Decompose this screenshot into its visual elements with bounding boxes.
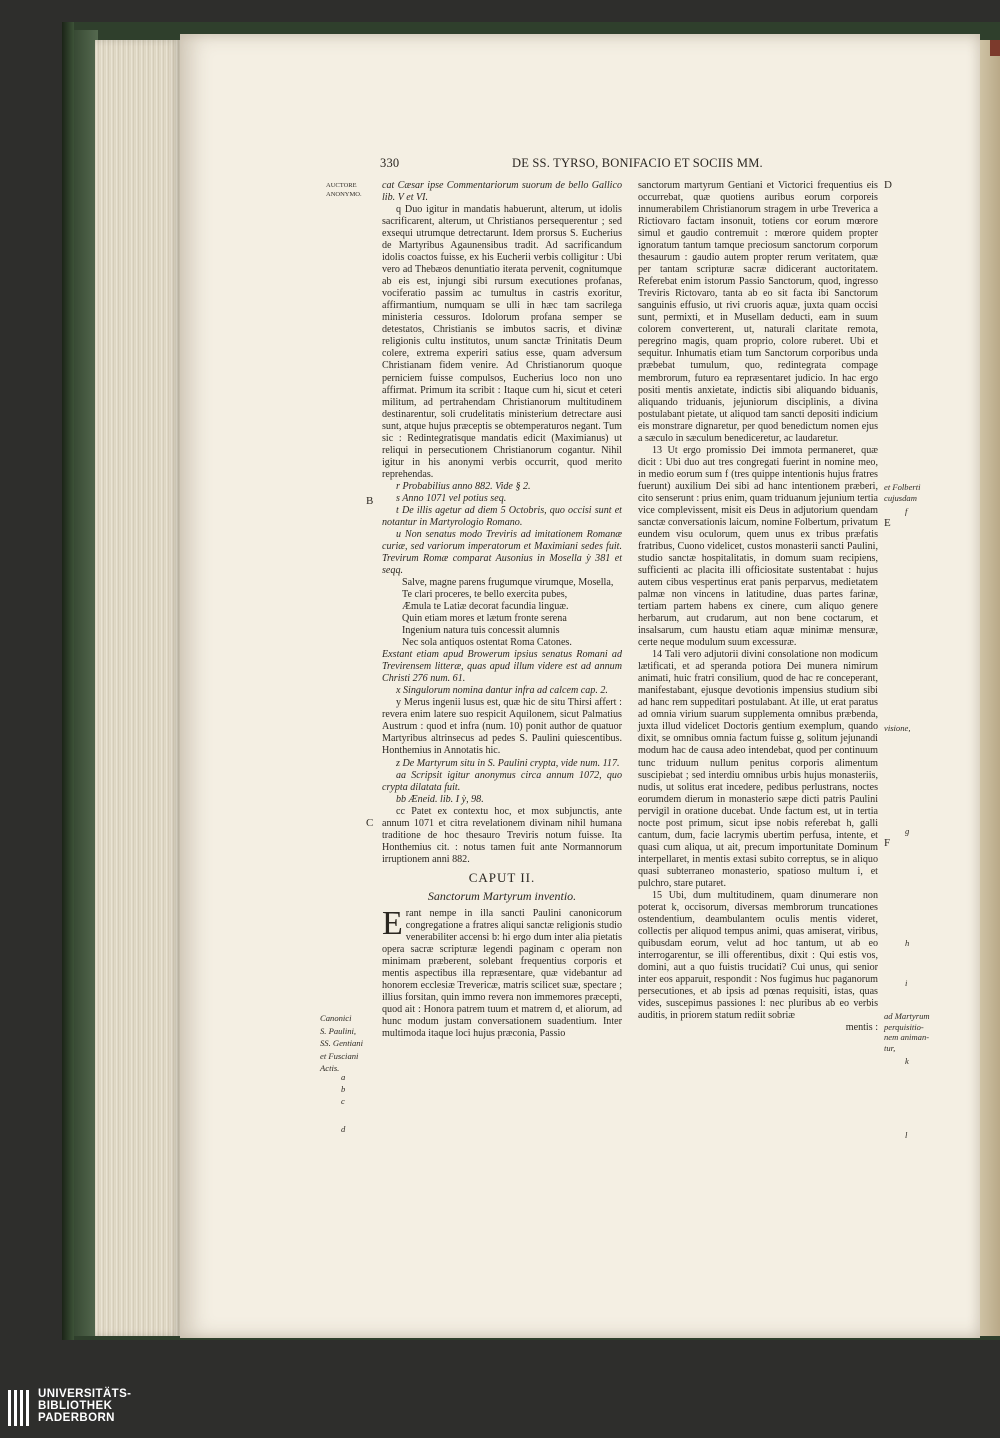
verse-line: Ingenium natura tuis concessit alumnis — [402, 625, 560, 637]
paragraph-14: 14 Tali vero adjutorii divini consolatione non modicum lætificati, et ad speranda potiora Dei munera nimirum animati, huic fratri consilium, quod de hac re conceperant, manifestabant, ejusque devotionis impensius studium sibi ad hanc rem suppeditari postulabant. At ille, ut erat paratus ad omnia virium suarum supplementa omnibus præbenda, juxta illud videlicet Doctoris gentium exemplum, quando dixit, se omnibus omnia factum fuisse g, solitum jejunandi modum hac de causa adeo intendebat, quod per continuum tunc triduum nullum penitus corporis alimentum suscipiebat ; sed interdiu omnibus urbis hujus monasteriis, nudis, ut solitus erat incedere, pedibus perlustrans, noctes eorumdem dierum in monasterio sæpe dicti patris Paulini pervigil in oratione ducebat. Unde factum est, ut in tertia nocte post primum, sicut ipse nobis referebat h, galli cantum, dum, facie lacrymis ubertim perfusa, intente, et quasi cum aliqua, ut ait, precum importunitate Dominum interpellaret, in mentis extasi subito correptus, se in aliquo quasi subterraneo monasterio, spatioso multum i, et pulchro, stare putaret. — [638, 649, 878, 889]
verse-line: Quin etiam mores et lætum fronte serena — [402, 613, 567, 625]
page-number: 330 — [380, 156, 400, 170]
drop-cap: E — [382, 904, 403, 942]
margin-folberti: et Folberti cujusdam — [884, 482, 921, 503]
note-t: t De illis agetur ad diem 5 Octobris, quo occisi sunt et notantur in Martyrologio Romano. — [382, 504, 622, 528]
left-column — [382, 180, 622, 1040]
note-cc: cc Patet ex contextu hoc, et mox subjunctis, ante annum 1071 et citra revelationem divinam nihil humana traditione de hoc thesauro Treviris notum fuisse. Ita Honthemius cit. : notus tamen fuit ante Normannorum irruptionem anni 882. — [382, 805, 622, 865]
paragraph-15: 15 Ubi, dum multitudinem, quam dinumerare non poterat k, occisorum, diversas membrorum truncationes ostendentium, deambulantem oculis mentis videret, collectis per aliquod tempus animi, quas amiserat, viribus, quibusdam eorum, velut ad hoc tantum, ut ab eo interrogarentur, se illi offerentibus, dixit : Qui estis vos, domini, aut a quo fuistis trucidati? Cui unus, qui senior inter eos apparuit, respondit : Nos fugimus huc paganorum persecutiones, et ab ipsis ad pœnas requisiti, istas, quas vides, suscepimus passiones l: nec pluribus ab eo verbis auditis, in priorem statum rediit sobriæ — [638, 889, 878, 1022]
chapter-subtitle: Sanctorum Martyrum inventio. — [427, 888, 577, 903]
chapter-text — [382, 904, 622, 1040]
margin-letter-c: C — [366, 817, 374, 829]
note-browerum: Exstant etiam apud Browerum ipsius senatus Romani ad Trevirensem litteræ, quas apud illum videre est ad annum Christi 276 num. 61. — [382, 649, 622, 685]
note-continuation: cat Cæsar ipse Commentariorum suorum de bello Gallico lib. V et VI. — [382, 180, 622, 204]
note-q: q Duo igitur in mandatis habuerunt, alterum, ut idolis sacrificarent, alterum, ut Christianos persequerentur ; sed exsequi utrumque detrectarunt. Idem prorsus S. Eucherius de Martyribus Agaunensibus tradit. Ad sacrificandum idolis coactos fuisse, ex his Eucherii verbis colligitur : Ubi vero ad Thebæos denuntiatio iterata pervenit, cognitumque ab eis est, injungi sibi rursum executiones profanas, vociferatio passim ac tumultus in castris exoritur, affirmantium, numquam se ulli in hæc tam sacrilega ministeria cessuros. Idolorum profana semper se detestatos, Christianis se imbutos sacris, et divinæ religionis cultu institutos, unum sanctæ Trinitatis Deum colere, extrema experiri satius esse, quam adversum Christianam fidem venire. Ad Christianorum quoque perniciem fuisse compulsos, Eucherius loco non uno affirmat. Primum ita scribit : Itaque cum hi, sicut et ceteri militum, ad pertrahendam Christianorum multitudinem destinarentur, soli crudelitatis ministerium detrectare ausi sunt, atque hujus præceptis se obtemperaturos negant. Tum sic : Redintegratisque mandatis edicit (Maximianus) ut reliqui in persecutionem Christianorum cogantur. Nihil igitur in his anonymi verbis occurrit, quod merito reprehendas. — [382, 204, 622, 480]
note-r: r Probabilius anno 882. Vide § 2. — [396, 480, 531, 492]
chapter-text-body: rant nempe in illa sancti Paulini canonicorum congregatione a fratres aliqui sanctæ religionis studio venerabiliter accensi b: hi ergo dum inter alia pietatis opera sacræ scripturæ legendi paginam c operam non minimam præberent, solebant frequentius corporis et mentis aspectibus illa repræsentare, quæ videbantur ad honorem ecclesiæ Trevericæ, matris scilicet suæ, spectare ; illius forsitan, quin immo revera non immemores præcepti, quod ait : Honora patrem tuum et matrem d, et aliorum, ad hunc modum justam conversationem suadentium. Inter multimoda itaque loci hujus præconia, Passio — [382, 907, 622, 1040]
ausonius-verse — [382, 577, 622, 649]
margin-f: f — [905, 506, 908, 516]
library-logo-text: UNIVERSITÄTS- BIBLIOTHEK PADERBORN — [38, 1388, 132, 1424]
verse-line: Te clari proceres, te bello exercita pubes, — [402, 589, 568, 601]
margin-auctore: AUCTORE ANONYMO. — [326, 182, 362, 198]
note-x: x Singulorum nomina dantur infra ad calcem cap. 2. — [396, 685, 608, 697]
margin-canonici: Canonici S. Paulini, SS. Gentiani et Fusciani Actis. — [320, 1013, 363, 1073]
verse-line: Æmula te Latiæ decorat facundia linguæ. — [402, 601, 569, 613]
margin-k: k — [905, 1056, 909, 1066]
page-stack-edge — [95, 40, 181, 1336]
catchword: mentis : — [845, 1022, 878, 1034]
margin-c: c — [341, 1096, 345, 1106]
running-head: DE SS. TYRSO, BONIFACIO ET SOCIIS MM. — [512, 156, 763, 170]
margin-visione: visione, — [884, 723, 911, 733]
note-y: y Merus ingenii lusus est, quæ hic de situ Thirsi affert : revera enim latere suo respicit Aquilonem, sicut Palmatius Austrum : quod et infra (num. 10) ponit author de quatuor Martyribus altrinsecus ad pedes S. Paulini quiescentibus. Honthemius in Annotatis hic. — [382, 697, 622, 757]
margin-letter-F: F — [884, 837, 891, 849]
board-edge — [62, 22, 74, 1340]
margin-i: i — [905, 978, 908, 988]
margin-d: d — [341, 1124, 346, 1134]
margin-b: b — [341, 1084, 346, 1094]
margin-letter-D: D — [884, 179, 892, 191]
verse-line: Salve, magne parens frugumque virumque, Mosella, — [402, 577, 614, 589]
library-logo-icon — [8, 1388, 32, 1428]
margin-letter-b: B — [366, 495, 374, 507]
note-aa: aa Scripsit igitur anonymus circa annum 1072, quo crypta dilatata fuit. — [382, 769, 622, 793]
margin-g: g — [905, 826, 910, 836]
note-u: u Non senatus modo Treviris ad imitationem Romanæ curiæ, sed variorum imperatorum et Maximiani sedes fuit. Trevirum Romæ comparat Ausonius in Mosella ỳ 381 et seqq. — [382, 528, 622, 576]
note-z: z De Martyrum situ in S. Paulini crypta, vide num. 117. — [396, 757, 620, 769]
margin-a: a — [341, 1072, 346, 1082]
paragraph-13: 13 Ut ergo promissio Dei immota permaneret, quæ dicit : Ubi duo aut tres congregati fuerint in nomine meo, in medio eorum sum f (tres quippe intentionis hujus fratres fuerunt) auxilium Dei sibi ad hanc intentionem præberi, cito senserunt : prius enim, quam triduanum jejunium tertia vice complevissent, misit eis Deus in adjutorium quendam sanctæ conversationis laicum, nomine Folbertum, privatum eundem visu oculorum, quem unus ex tribus præfatis fratribus, Cuono videlicet, custos monasterii sancti Paulini, studio sanctæ hospitalitatis, in domum suam recipiens, sufficienti ac placita illi officiositate sustentabat : hujus autem cibus vespertinus erat panis perparvus, medietatem palmæ non vincens in latitudine, duas partes farinæ, tertiam partem habens ex cinere, cum aliquo genere herbarum, aut crudarum, aut non bene coctarum, et insalsarum, cum haustu etiam aquæ minimæ mensuræ, certe neque modulum suum excessuræ. — [638, 444, 878, 649]
bookmark-ribbon — [990, 40, 1000, 56]
note-s: s Anno 1071 vel potius seq. — [396, 492, 507, 504]
note-bb: bb Æneid. lib. I ỳ, 98. — [396, 793, 484, 805]
facing-page-edge — [980, 40, 1000, 1336]
margin-letter-E: E — [884, 517, 891, 529]
paragraph-12: sanctorum martyrum Gentiani et Victorici frequentius eis occurrebat, quæ quotiens auribus eorum corporeis innumerabilem Christianorum stragem in urbe Treverica a Rictiovaro factam insonuit, totiens cor eorum mœrore simul et gaudio contremuit : mœrore quidem propter ignoratum tantum tamque preciosum sanctorum corporum thesaurum : gaudio autem propter rerum veritatem, quæ per tantam scripturæ sacræ didicerant auctoritatem. Referebat enim istorum Passio Sanctorum, quod, ingresso Treviris Rictovaro, tanta ab eo sit facta ibi Sanctorum sanguinis effusio, ut rivi cruoris aquæ, juxta quam occisi sunt, permixti, et in Musellam deducti, eam in suum colorem converterent, ut, naturali claritate remota, peregrino magis, quam proprio, colore ruberet. Ubi et sequitur. Inhumatis etiam tum Sanctorum corporibus unda præbebat tumulum, quo, redintegrata compage membrorum, futuro ea repræsentaret judicio. In hac ergo positi mentis anxietate, indictis sibi aliquando biduanis, aliquando triduanis, jejuniorum disciplinis, a divina postulabant pietate, ut aliquod tam sancti depositi indicium eis monstrare dignaretur, per quod benedictum nomen ejus a sæculo in sæculum benediceretur, ac laudaretur. — [638, 180, 878, 444]
margin-l: l — [905, 1130, 908, 1140]
margin-h: h — [905, 938, 910, 948]
right-column — [638, 180, 878, 1034]
chapter-title: CAPUT II. — [468, 869, 536, 885]
margin-ad-martyrum: ad Martyrum perquisitio- nem animan- tur, — [884, 1011, 930, 1053]
verse-line: Nec sola antiquos ostentat Roma Catones. — [402, 637, 572, 649]
